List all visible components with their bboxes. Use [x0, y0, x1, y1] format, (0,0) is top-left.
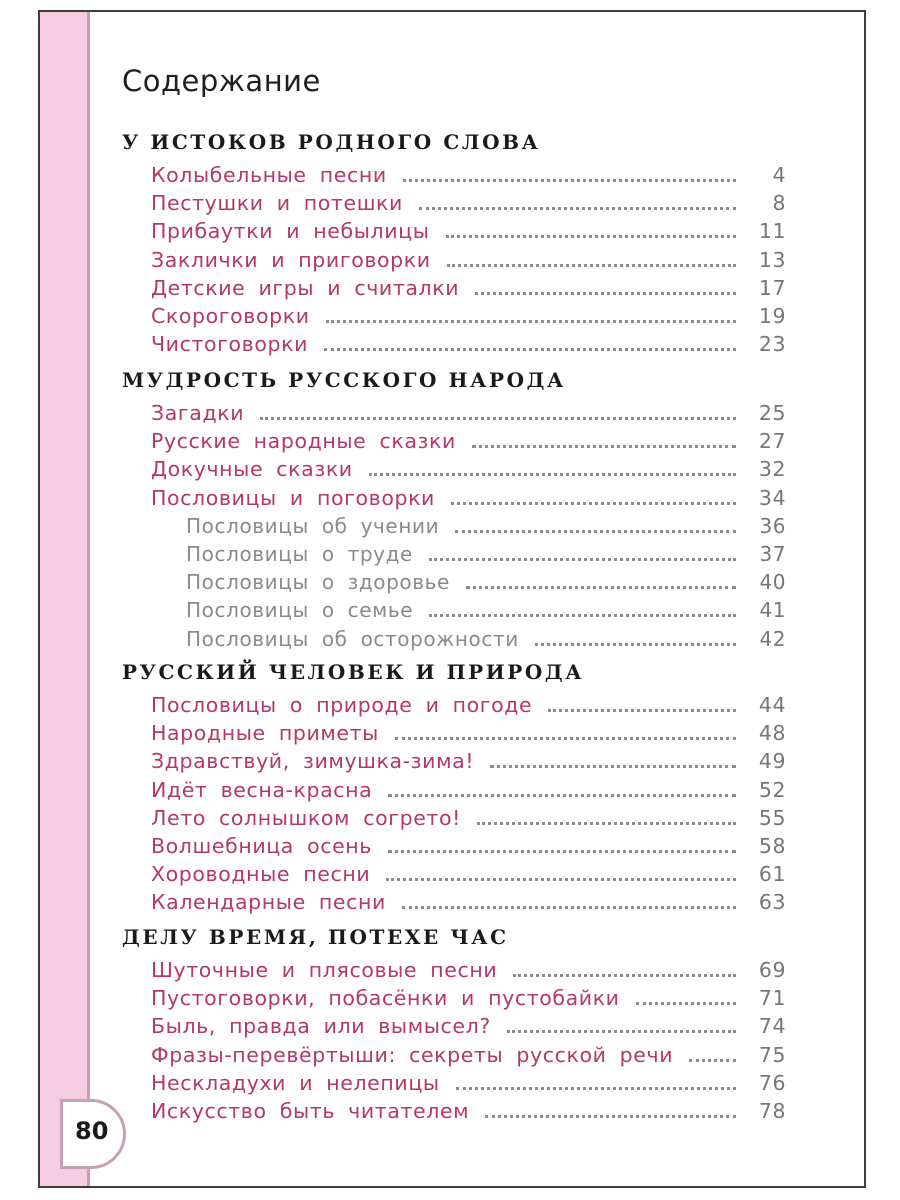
toc-entry-page: 36 — [759, 513, 786, 538]
toc-entry-page: 40 — [759, 570, 786, 595]
toc-subentry[interactable] — [186, 539, 786, 567]
toc-entry-title: Пословицы и поговорки — [151, 485, 435, 510]
toc-entry[interactable] — [151, 1011, 786, 1039]
dot-leader — [507, 1030, 736, 1033]
toc-entry[interactable] — [151, 1068, 786, 1096]
toc-entry-title: Колыбельные песни — [151, 163, 387, 187]
toc-entry[interactable] — [151, 983, 786, 1011]
toc-entry[interactable] — [151, 775, 786, 803]
page-frame — [38, 10, 866, 1188]
dot-leader — [472, 445, 736, 448]
toc-entry-title: Фразы-перевёртыши: секреты русской речи — [151, 1042, 674, 1067]
toc-entry-page: 34 — [758, 485, 786, 510]
toc-subentry[interactable] — [186, 511, 786, 539]
toc-entry-page: 37 — [759, 542, 786, 566]
toc-entry-title: Народные приметы — [151, 721, 379, 746]
section-heading: РУССКИЙ ЧЕЛОВЕК И ПРИРОДА — [122, 660, 585, 684]
toc-entry-title: Пословицы о труде — [186, 542, 413, 566]
dot-leader — [636, 1002, 736, 1005]
toc-entry-title: Прибаутки и небылицы — [151, 219, 430, 244]
page-number: 80 — [75, 1117, 109, 1145]
toc-entry[interactable] — [151, 398, 786, 426]
section-heading: ДЕЛУ ВРЕМЯ, ПОТЕХЕ ЧАС — [122, 925, 509, 949]
toc-subentry[interactable] — [186, 595, 786, 623]
toc-entry-page: 63 — [758, 890, 786, 915]
toc-entry-title: Заклички и приговорки — [151, 247, 431, 272]
dot-leader — [403, 179, 736, 182]
dot-leader — [388, 850, 736, 853]
toc-entry[interactable] — [151, 887, 786, 915]
toc-entry-title: Здравствуй, зимушка-зима! — [151, 749, 475, 774]
toc-entry-title: Докучные сказки — [151, 457, 353, 482]
toc-entry-page: 55 — [758, 805, 786, 830]
toc-entry[interactable] — [151, 1096, 786, 1124]
dot-leader — [513, 974, 736, 977]
toc-entry-page: 76 — [758, 1070, 786, 1095]
toc-entry[interactable] — [151, 329, 786, 357]
toc-subentry[interactable] — [186, 624, 786, 652]
toc-entry-title: Хороводные песни — [151, 862, 371, 887]
toc-entry-page: 49 — [758, 749, 786, 774]
toc-entry-page: 17 — [758, 275, 786, 300]
dot-leader — [447, 264, 736, 267]
toc-entry-page: 11 — [758, 219, 786, 244]
toc-entry-page: 52 — [758, 777, 786, 802]
toc-entry-page: 13 — [758, 247, 786, 272]
toc-entry[interactable] — [151, 803, 786, 831]
side-band-line — [87, 12, 90, 1186]
toc-entry-page: 69 — [758, 958, 786, 982]
toc-entry-page: 32 — [758, 457, 786, 482]
page-title: Содержание — [122, 64, 321, 98]
side-band — [40, 12, 88, 1186]
toc-entry-page: 42 — [759, 626, 786, 651]
dot-leader — [386, 878, 736, 881]
dot-leader — [689, 1059, 736, 1062]
toc-entry-page: 48 — [758, 721, 786, 746]
dot-leader — [446, 235, 737, 238]
toc-entry-page: 41 — [759, 598, 786, 623]
toc-entry[interactable] — [151, 746, 786, 774]
dot-leader — [548, 709, 736, 712]
toc-entry-page: 27 — [758, 429, 786, 454]
dot-leader — [326, 320, 736, 323]
toc-entry-title: Нескладухи и нелепицы — [151, 1070, 440, 1095]
dot-leader — [369, 473, 736, 476]
toc-entry-title: Детские игры и считалки — [151, 275, 460, 300]
toc-entry-page: 71 — [758, 986, 786, 1011]
toc-entry[interactable] — [151, 245, 786, 273]
toc-entry-page: 44 — [758, 693, 786, 717]
dot-leader — [490, 765, 736, 768]
toc-entry-page: 23 — [758, 332, 786, 357]
toc-entry-page: 58 — [758, 834, 786, 858]
toc-entry[interactable] — [151, 831, 786, 859]
toc-entry-page: 19 — [758, 304, 786, 328]
section-heading: У ИСТОКОВ РОДНОГО СЛОВА — [122, 130, 541, 154]
toc-entry-title: Идёт весна-красна — [151, 777, 373, 802]
toc-entry[interactable] — [151, 718, 786, 746]
toc-entry-title: Пословицы о семье — [186, 598, 414, 623]
toc-entry-page: 74 — [758, 1014, 786, 1039]
dot-leader — [260, 417, 736, 420]
toc-entry-title: Шуточные и плясовые песни — [151, 958, 498, 982]
dot-leader — [324, 348, 736, 351]
toc-entry-title: Пустоговорки, побасёнки и пустобайки — [151, 986, 620, 1011]
toc-entry-title: Пестушки и потешки — [151, 191, 403, 216]
toc-entry[interactable] — [151, 160, 786, 188]
dot-leader — [466, 586, 736, 589]
toc-entry-title: Чистоговорки — [151, 332, 308, 357]
dot-leader — [429, 614, 736, 617]
toc-entry[interactable] — [151, 859, 786, 887]
toc-entry[interactable] — [151, 273, 786, 301]
toc-entry-title: Пословицы об учении — [186, 513, 440, 538]
toc-entry-page: 78 — [758, 1099, 786, 1123]
toc-entry[interactable] — [151, 216, 786, 244]
dot-leader — [451, 502, 736, 505]
toc-entry-page: 4 — [772, 163, 786, 187]
toc-entry-title: Лето солнышком согрето! — [151, 805, 461, 830]
toc-entry[interactable] — [151, 1040, 786, 1068]
dot-leader — [388, 794, 736, 797]
toc-entry[interactable] — [151, 188, 786, 216]
toc-entry-title: Пословицы об осторожности — [186, 626, 519, 651]
toc-entry[interactable] — [151, 454, 786, 482]
toc-entry-title: Искусство быть читателем — [151, 1099, 470, 1123]
dot-leader — [477, 822, 736, 825]
toc-entry-page: 25 — [758, 401, 786, 425]
toc-entry-title: Загадки — [151, 401, 245, 425]
toc-entry-title: Скороговорки — [151, 304, 310, 328]
toc-entry[interactable] — [151, 301, 786, 329]
toc-entry[interactable] — [151, 483, 786, 511]
toc-subentry[interactable] — [186, 567, 786, 595]
toc-entry-page: 61 — [758, 862, 786, 887]
toc-entry-title: Волшебница осень — [151, 834, 372, 858]
toc-entry-title: Пословицы о природе и погоде — [151, 693, 533, 717]
toc-entry-title: Календарные песни — [151, 890, 386, 915]
toc-entry[interactable] — [151, 426, 786, 454]
toc-entry[interactable] — [151, 690, 786, 718]
toc-entry-title: Пословицы о здоровье — [186, 570, 450, 595]
dot-leader — [429, 558, 736, 561]
dot-leader — [419, 207, 736, 210]
section-heading: МУДРОСТЬ РУССКОГО НАРОДА — [122, 368, 566, 392]
dot-leader — [485, 1115, 736, 1118]
dot-leader — [402, 906, 736, 909]
dot-leader — [395, 737, 736, 740]
toc-entry-page: 75 — [758, 1042, 786, 1067]
toc-entry[interactable] — [151, 955, 786, 983]
toc-entry-title: Быль, правда или вымысел? — [151, 1014, 491, 1039]
dot-leader — [475, 292, 736, 295]
toc-entry-title: Русские народные сказки — [151, 429, 456, 454]
dot-leader — [456, 1087, 736, 1090]
dot-leader — [535, 643, 736, 646]
toc-entry-page: 8 — [772, 191, 786, 216]
dot-leader — [455, 530, 736, 533]
